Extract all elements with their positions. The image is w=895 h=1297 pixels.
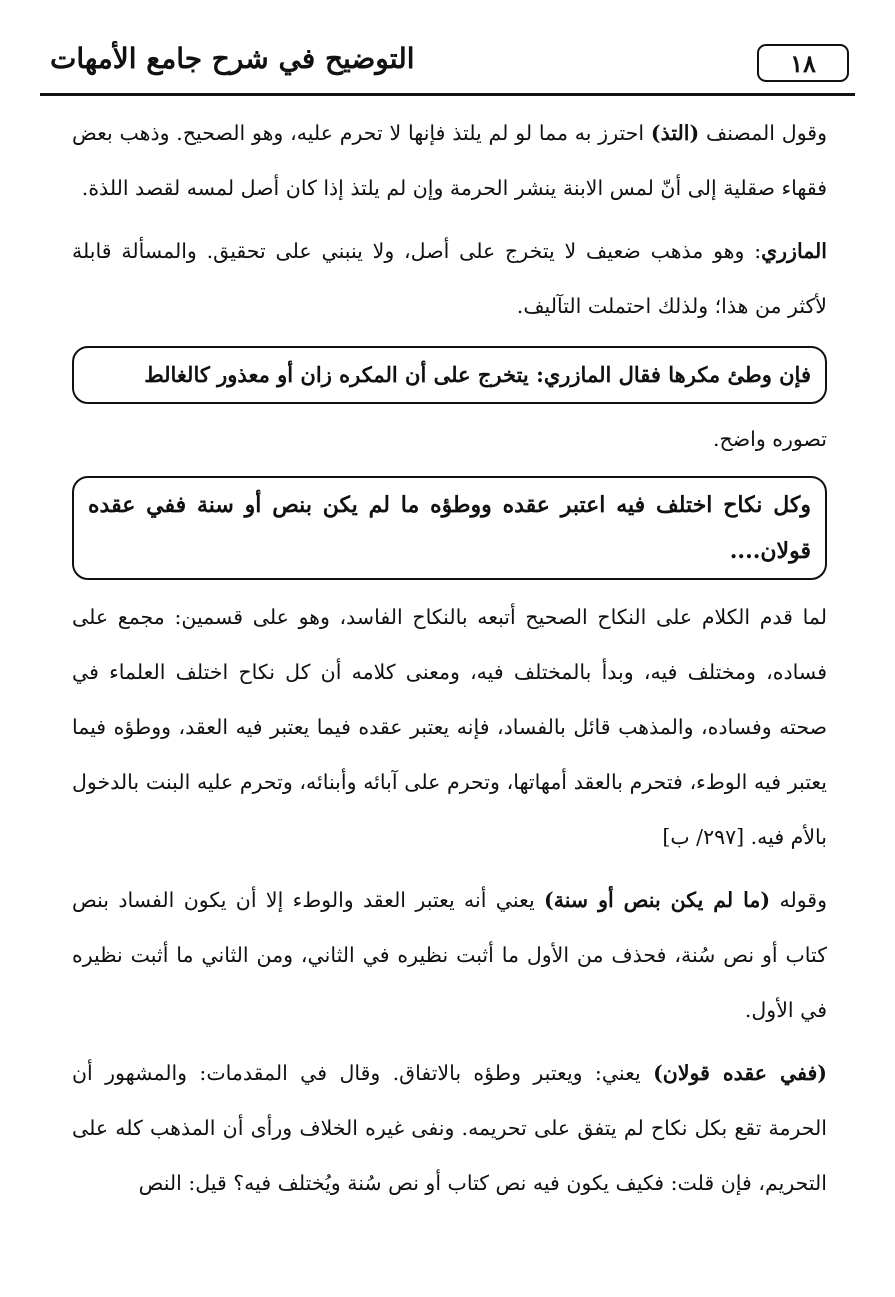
matn-box-1: فإن وطئ مكرها فقال المازري: يتخرج على أن المكره زان أو معذور كالغالط <box>72 346 827 404</box>
p5-suffix: يعني: ويعتبر وطؤه بالاتفاق. وقال في المقدمات: والمشهور أن الحرمة تقع بكل نكاح لم يتفق على تحريمه. ونفى غيره الخلاف ورأى أن المذهب كله على التحريم، فإن قلت: فكيف يكون فيه نص كتاب أو نص سُنة ويُختلف فيه؟ قيل: النص <box>72 1061 827 1195</box>
p1-suffix: احترز به مما لو لم يلتذ فإنها لا تحرم عليه، وهو الصحيح. وذهب بعض فقهاء صقلية إلى أنّ لمس الابنة ينشر الحرمة وإن لم يلتذ إذا كان أصل لمسه لقصد اللذة. <box>72 121 827 200</box>
paragraph-4 <box>72 873 827 1038</box>
book-title: التوضيح في شرح جامع الأمهات <box>50 42 415 75</box>
p4-suffix: يعني أنه يعتبر العقد والوطء إلا أن يكون الفساد بنص كتاب أو نص سُنة، فحذف من الأول ما أثبت نظيره في الثاني، ومن الثاني ما أثبت نظيره في الأول. <box>72 888 827 1022</box>
paragraph-5 <box>72 1046 827 1211</box>
paragraph-1 <box>72 106 827 216</box>
p1-prefix: وقول المصنف <box>699 121 827 145</box>
header-rule <box>40 93 855 96</box>
note-1: تصوره واضح. <box>713 427 827 451</box>
page-number: ١٨ <box>790 48 816 78</box>
paragraph-2 <box>72 224 827 334</box>
page-header <box>40 38 855 96</box>
quoted-term: (التذ) <box>650 121 700 145</box>
paragraph-3: لما قدم الكلام على النكاح الصحيح أتبعه بالنكاح الفاسد، وهو على قسمين: مجمع على فساده، ومختلف فيه، وبدأ بالمختلف فيه، ومعنى كلامه أن كل نكاح اختلف العلماء في صحته وفساده، والمذهب قائل بالفساد، فإنه يعتبر عقده فيما يعتبر فيه العقد، ووطؤه فيما يعتبر فيه الوطء، فتحرم بالعقد أمهاتها، وتحرم على آبائه وأبنائه، وتحرم عليه البنت بالدخول بالأم فيه. [٢٩٧/ ب] <box>72 605 827 849</box>
matn-box-2: وكل نكاح اختلف فيه اعتبر عقده ووطؤه ما لم يكن بنص أو سنة ففي عقده قولان.... <box>72 476 827 580</box>
page-number-box <box>757 44 849 82</box>
quoted-term: (ففي عقده قولان) <box>653 1061 827 1085</box>
scholar-name: المازري <box>761 239 827 263</box>
p4-prefix: وقوله <box>770 888 827 912</box>
page-body <box>72 106 827 1211</box>
quoted-term: (ما لم يكن بنص أو سنة) <box>544 888 771 912</box>
p2-text: : وهو مذهب ضعيف لا يتخرج على أصل، ولا ينبني على تحقيق. والمسألة قابلة لأكثر من هذا؛ ولذلك احتملت التآليف. <box>72 239 827 318</box>
